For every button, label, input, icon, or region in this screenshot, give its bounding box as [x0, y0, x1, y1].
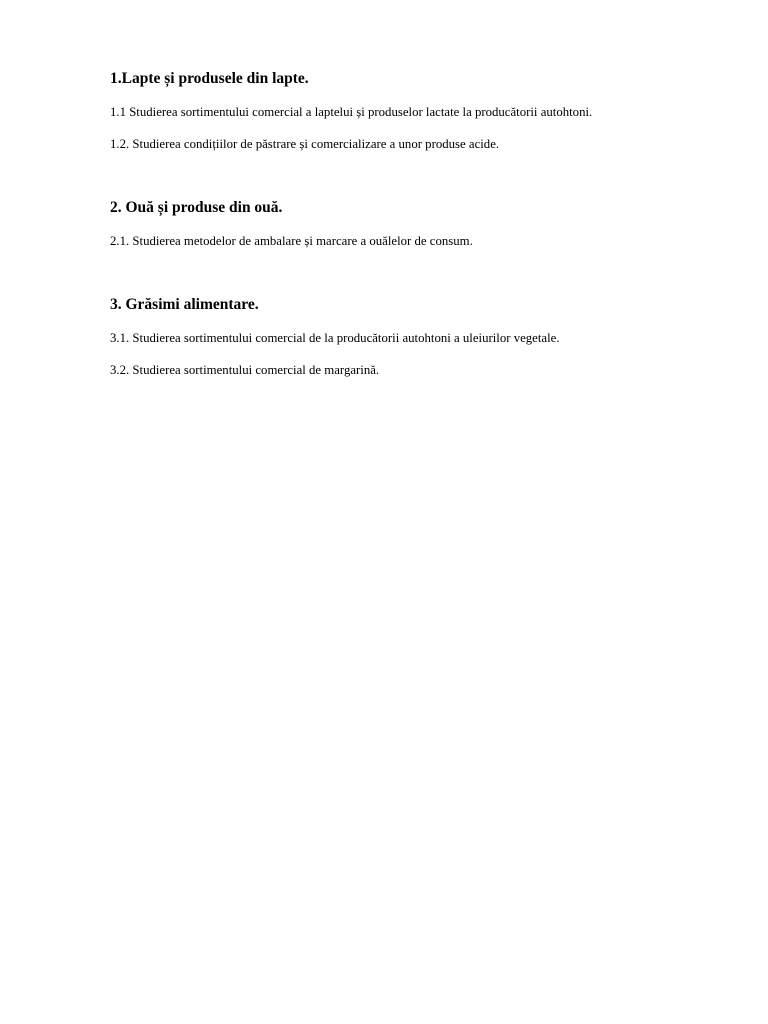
section-1-item-1: 1.1 Studierea sortimentului comercial a laptelui și produselor lactate la producătorii autohtoni.: [110, 105, 593, 119]
section-1-item-2: 1.2. Studierea condițiilor de păstrare și comercializare a unor produse acide.: [110, 137, 500, 151]
section-heading-2: 2. Ouă și produse din ouă.: [110, 199, 283, 216]
section-3-item-1: 3.1. Studierea sortimentului comercial de la producătorii autohtoni a uleiurilor vegetale.: [110, 331, 560, 345]
section-3-item-2: 3.2. Studierea sortimentului comercial de margarină.: [110, 363, 380, 377]
section-heading-3: 3. Grăsimi alimentare.: [110, 296, 259, 313]
section-heading-1: 1.Lapte și produsele din lapte.: [110, 70, 309, 87]
section-2-item-1: 2.1. Studierea metodelor de ambalare și marcare a ouălelor de consum.: [110, 234, 473, 248]
